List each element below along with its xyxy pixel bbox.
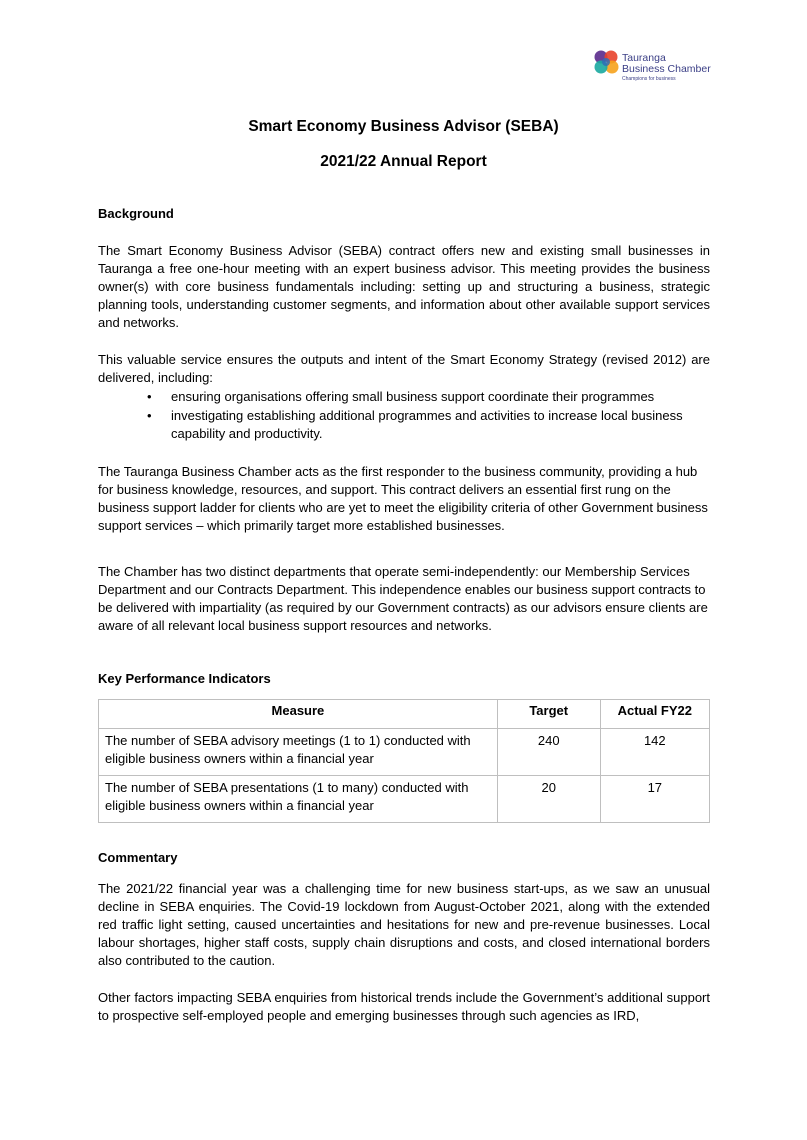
kpi-heading: Key Performance Indicators [98,671,271,686]
bullet-text: investigating establishing additional programmes and activities to increase local business capability and productivity. [171,407,683,441]
actual-cell: 142 [600,729,709,776]
column-header-actual: Actual FY22 [600,700,709,729]
background-paragraph-4: The Chamber has two distinct departments that operate semi-independently: our Membership Services Department and our Contracts Department. This independence enables our business support contracts to be delivered with impartiality (as required by our Government contracts) as our advisors ensure clients are aware of all relevant local business support resources and networks. [98,564,708,633]
column-header-measure: Measure [99,700,498,729]
actual-cell: 17 [600,776,709,823]
logo-tagline: Champions for business [622,76,676,82]
measure-cell: The number of SEBA presentations (1 to many) conducted with eligible business owners within a financial year [99,776,498,823]
column-header-target: Target [497,700,600,729]
background-paragraph-2: This valuable service ensures the outputs and intent of the Smart Economy Strategy (revised 2012) are delivered, including: [98,352,710,385]
chamber-logo [592,46,727,90]
background-paragraph-1: The Smart Economy Business Advisor (SEBA) contract offers new and existing small businesses in Tauranga a free one-hour meeting with an expert business advisor. This meeting provides the business owner(s) with core business fundamentals including: setting up and structuring a business, strategic planning tools, understanding customer segments, and information about other available support services and networks. [98,243,710,330]
commentary-heading: Commentary [98,850,178,865]
chamber-logo-icon [592,48,620,76]
table-row [99,729,710,776]
commentary-paragraph-1: The 2021/22 financial year was a challenging time for new business start-ups, as we saw an unusual decline in SEBA enquiries. The Covid-19 lockdown from August-October 2021, along with the extended red traffic light setting, caused uncertainties and hesitations for new and pre-revenue businesses. Local labour shortages, higher staff costs, supply chain disruptions and costs, and closed international borders also contributed to the caution. [98,881,710,968]
table-row [99,776,710,823]
report-title: Smart Economy Business Advisor (SEBA) [248,118,559,135]
measure-cell: The number of SEBA advisory meetings (1 to 1) conducted with eligible business owners within a financial year [99,729,498,776]
commentary-paragraph-2: Other factors impacting SEBA enquiries from historical trends include the Government’s additional support to prospective self-employed people and emerging businesses through such agencies as IRD, [98,990,710,1023]
bullet-icon: • [147,389,152,404]
logo-text-line2: Business Chamber [622,63,711,75]
bullet-text: ensuring organisations offering small business support coordinate their programmes [171,389,655,404]
bullet-list [98,388,710,444]
report-subtitle: 2021/22 Annual Report [320,153,487,170]
table-header-row [99,700,710,729]
background-paragraph-3: The Tauranga Business Chamber acts as the first responder to the business community, providing a hub for business knowledge, resources, and support. This contract delivers an essential first rung on the business support ladder for clients who are yet to meet the eligibility criteria of other Government business support services – which primarily target more established businesses. [98,464,708,533]
target-cell: 20 [497,776,600,823]
target-cell: 240 [497,729,600,776]
bullet-icon: • [147,407,152,423]
logo-text-line1: Tauranga [622,52,666,64]
list-item [98,407,710,444]
kpi-table [98,699,710,823]
list-item [98,388,710,407]
background-heading: Background [98,206,174,221]
